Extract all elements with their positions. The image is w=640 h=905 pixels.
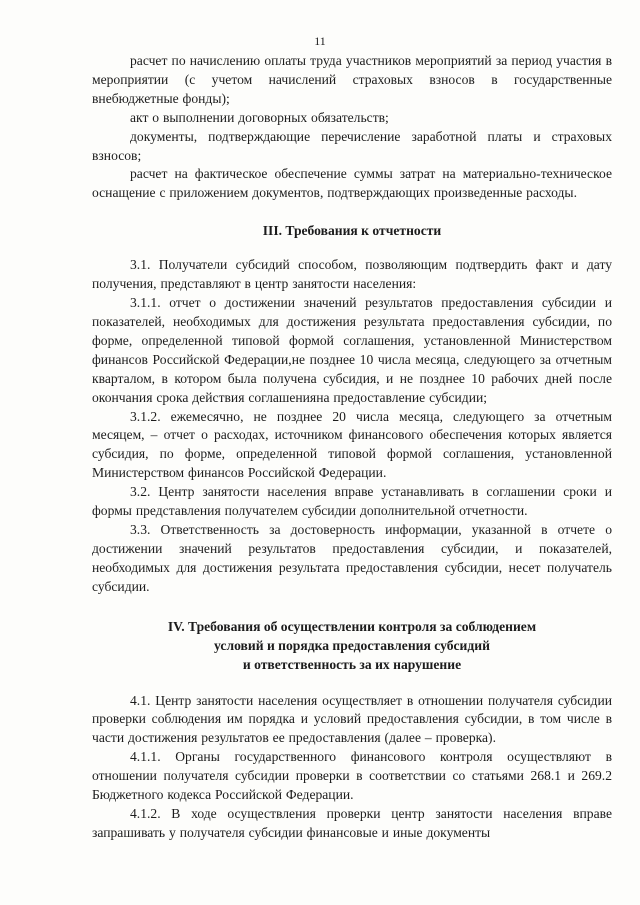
paragraph-3-3: 3.3. Ответственность за достоверность информации, указанной в отчете о достижении значений результатов предоставления субсидии, и показателей, необходимых для достижения результата предоставления субсидии, несет получатель субсидии. (92, 521, 612, 594)
section-heading-line: и ответственность за их нарушение (242, 656, 462, 672)
paragraph-4-1: 4.1. Центр занятости населения осуществляет в отношении получателя субсидии проверки соблюдения им порядка и условий предоставления субсидии, в том числе в части достижения результатов ее предоставления (далее – проверка). (92, 692, 612, 746)
paragraph-3-1-1: 3.1.1. отчет о достижении значений результатов предоставления субсидии и показателей, необходимых для достижения результата предоставления субсидии, по форме, определенной типовой формой соглашения, установленной Министерством финансов Российской Федерации,не позднее 10 числа месяца, следующего за отчетным кварталом, в котором была получена субсидия, и не позднее 10 рабочих дней после окончания срока действия соглашенияна предоставление субсидии; (92, 295, 612, 405)
paragraph-4-1-2: 4.1.2. В ходе осуществления проверки центр занятости населения вправе запрашивать у получателя субсидии финансовые и иные документы (92, 806, 612, 840)
paragraph-3-1-2: 3.1.2. ежемесячно, не позднее 20 числа месяца, следующего за отчетным месяцем, – отчет о расходах, источником финансового обеспечения которых является субсидия, по форме, определенной типовой формой соглашения, установленной Министерством финансов Российской Федерации. (92, 408, 612, 481)
paragraph-4-1-1: 4.1.1. Органы государственного финансового контроля осуществляют в отношении получателя субсидии проверки в соответствии со статьями 268.1 и 269.2 Бюджетного кодекса Российской Федерации. (92, 749, 612, 803)
intro-item: расчет по начислению оплаты труда участников мероприятий за период участия в мероприятии (с учетом начислений страховых взносов в государственные внебюджетные фонды); (92, 53, 612, 106)
section-heading-line: IV. Требования об осуществлении контроля за соблюдением (167, 618, 537, 634)
intro-item: акт о выполнении договорных обязательств; (130, 109, 389, 125)
intro-item: расчет на фактическое обеспечение суммы затрат на материально-техническое оснащение с приложением документов, подтверждающих произведенные расходы. (92, 166, 612, 201)
intro-item: документы, подтверждающие перечисление заработной платы и страховых взносов; (92, 128, 612, 163)
section-heading-reporting: III. Требования к отчетности (262, 223, 442, 239)
section-heading-line: условий и порядка предоставления субсидий (214, 637, 490, 653)
section-heading-control (92, 617, 612, 674)
page-number: 11 (314, 34, 326, 48)
paragraph-3-2: 3.2. Центр занятости населения вправе устанавливать в соглашении сроки и формы представления получателем субсидии дополнительной отчетности. (92, 484, 612, 519)
paragraph-3-1: 3.1. Получатели субсидий способом, позволяющим подтвердить факт и дату получения, представляют в центр занятости населения: (92, 257, 612, 292)
page-content (92, 52, 612, 843)
